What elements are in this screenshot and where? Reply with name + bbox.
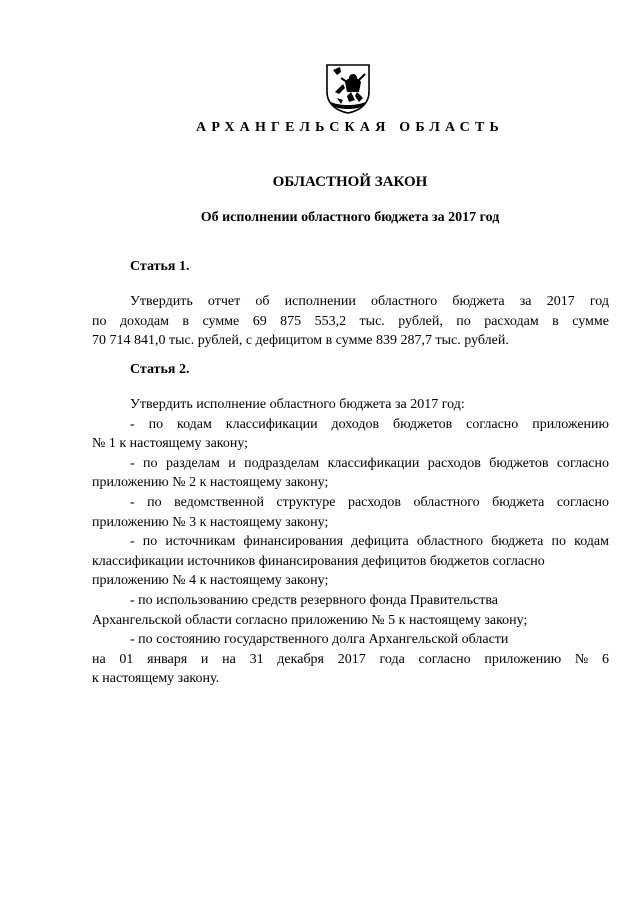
article-1-line: по доходам в сумме 69 875 553,2 тыс. рублей, по расходам в сумме [92, 313, 609, 329]
article-2-line: - по использованию средств резервного фонда Правительства [130, 592, 499, 608]
article-2-line: приложению № 2 к настоящему закону; [92, 475, 329, 491]
article-2-line: Утвердить исполнение областного бюджета за 2017 год: [130, 397, 465, 412]
region-name: АРХАНГЕЛЬСКАЯ ОБЛАСТЬ [196, 120, 504, 135]
article-2-line: приложению № 4 к настоящему закону; [92, 573, 329, 589]
article-2-heading: Статья 2. [130, 362, 190, 377]
article-1-line: Утвердить отчет об исполнении областного бюджета за 2017 год [130, 294, 609, 309]
article-2-line: - по источникам финансирования дефицита областного бюджета по кодам [130, 534, 609, 550]
article-2-line: № 1 к настоящему закону; [92, 436, 249, 452]
article-2-line: на 01 января и на 31 декабря 2017 года согласно приложению № 6 [92, 651, 609, 667]
law-type-heading: ОБЛАСТНОЙ ЗАКОН [272, 174, 428, 190]
article-2-line: приложению № 3 к настоящему закону; [92, 514, 329, 530]
article-2-line: - по состоянию государственного долга Архангельской области [130, 632, 509, 648]
article-1-heading: Статья 1. [130, 259, 190, 274]
article-2-line: - по кодам классификации доходов бюджетов согласно приложению [130, 416, 609, 432]
article-2-body [92, 395, 609, 689]
article-1-line: 70 714 841,0 тыс. рублей, с дефицитом в сумме 839 287,7 тыс. рублей. [92, 333, 509, 349]
article-2-line: классификации источников финансирования дефицитов бюджетов согласно [92, 553, 545, 569]
article-2-line: - по ведомственной структуре расходов областного бюджета согласно [130, 494, 609, 510]
article-2-line: - по разделам и подразделам классификации расходов бюджетов согласно [130, 455, 609, 471]
law-title: Об исполнении областного бюджета за 2017 год [200, 210, 500, 225]
article-2-line: к настоящему закону. [92, 671, 220, 687]
coat-of-arms-emblem [323, 62, 373, 114]
article-1-body [92, 292, 609, 351]
article-2-line: Архангельской области согласно приложению № 5 к настоящему закону; [92, 612, 528, 628]
